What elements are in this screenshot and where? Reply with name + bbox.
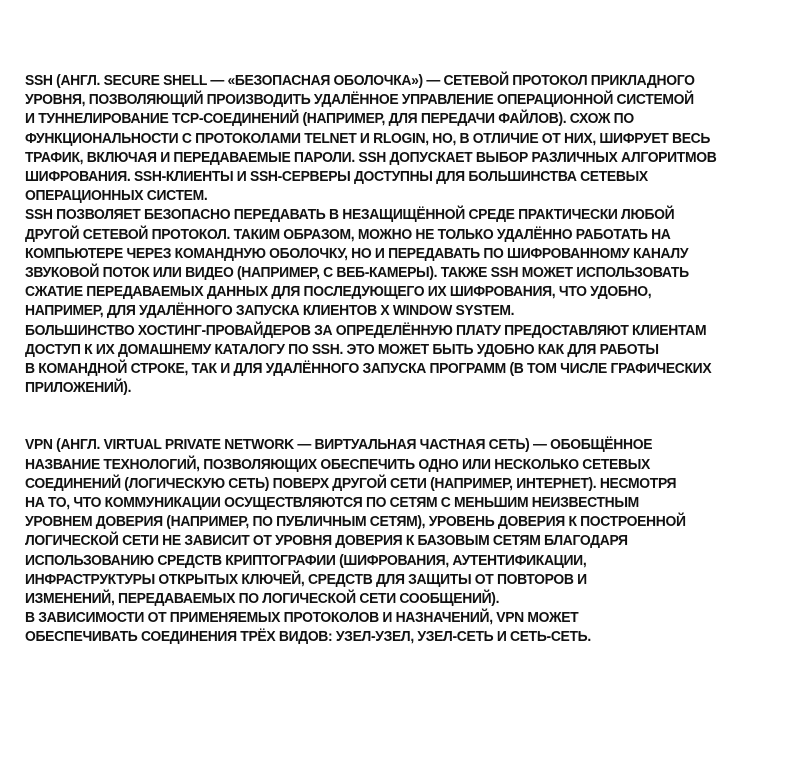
ssh-section	[25, 72, 755, 398]
ssh-definition-paragraph: SSH (АНГЛ. SECURE SHELL — «БЕЗОПАСНАЯ ОБОЛОЧКА») — СЕТЕВОЙ ПРОТОКОЛ ПРИКЛАДНОГО УРОВНЯ, ПОЗВОЛЯЮЩИЙ ПРОИЗВОДИТЬ УДАЛЁННОЕ УПРАВЛЕНИЕ ОПЕРАЦИОННОЙ СИСТЕМОЙ И ТУННЕЛИРОВАНИЕ TCP-СОЕДИНЕНИЙ (НАПРИМЕР, ДЛЯ ПЕРЕДАЧИ ФАЙЛОВ). СХОЖ ПО ФУНКЦИОНАЛЬНОСТИ С ПРОТОКОЛАМИ TELNET И RLOGIN, НО, В ОТЛИЧИЕ ОТ НИХ, ШИФРУЕТ ВЕСЬ ТРАФИК, ВКЛЮЧАЯ И ПЕРЕДАВАЕМЫЕ ПАРОЛИ. SSH ДОПУСКАЕТ ВЫБОР РАЗЛИЧНЫХ АЛГОРИТМОВ ШИФРОВАНИЯ. SSH-КЛИЕНТЫ И SSH-СЕРВЕРЫ ДОСТУПНЫ ДЛЯ БОЛЬШИНСТВА СЕТЕВЫХ ОПЕРАЦИОННЫХ СИСТЕМ.	[25, 73, 717, 205]
vpn-section	[25, 436, 755, 647]
vpn-connection-types-paragraph: В ЗАВИСИМОСТИ ОТ ПРИМЕНЯЕМЫХ ПРОТОКОЛОВ И НАЗНАЧЕНИЙ, VPN МОЖЕТ ОБЕСПЕЧИВАТЬ СОЕДИНЕНИЯ ТРЁХ ВИДОВ: УЗЕЛ-УЗЕЛ, УЗЕЛ-СЕТЬ И СЕТЬ-СЕТЬ.	[25, 610, 591, 646]
document-body	[25, 72, 755, 648]
ssh-capabilities-paragraph: SSH ПОЗВОЛЯЕТ БЕЗОПАСНО ПЕРЕДАВАТЬ В НЕЗАЩИЩЁННОЙ СРЕДЕ ПРАКТИЧЕСКИ ЛЮБОЙ ДРУГОЙ СЕТЕВОЙ ПРОТОКОЛ. ТАКИМ ОБРАЗОМ, МОЖНО НЕ ТОЛЬКО УДАЛЁННО РАБОТАТЬ НА КОМПЬЮТЕРЕ ЧЕРЕЗ КОМАНДНУЮ ОБОЛОЧКУ, НО И ПЕРЕДАВАТЬ ПО ШИФРОВАННОМУ КАНАЛУ ЗВУКОВОЙ ПОТОК ИЛИ ВИДЕО (НАПРИМЕР, С ВЕБ-КАМЕРЫ). ТАКЖЕ SSH МОЖЕТ ИСПОЛЬЗОВАТЬ СЖАТИЕ ПЕРЕДАВАЕМЫХ ДАННЫХ ДЛЯ ПОСЛЕДУЮЩЕГО ИХ ШИФРОВАНИЯ, ЧТО УДОБНО, НАПРИМЕР, ДЛЯ УДАЛЁННОГО ЗАПУСКА КЛИЕНТОВ X WINDOW SYSTEM.	[25, 207, 689, 320]
vpn-definition-paragraph: VPN (АНГЛ. VIRTUAL PRIVATE NETWORK — ВИРТУАЛЬНАЯ ЧАСТНАЯ СЕТЬ) — ОБОБЩЁННОЕ НАЗВАНИЕ ТЕХНОЛОГИЙ, ПОЗВОЛЯЮЩИХ ОБЕСПЕЧИТЬ ОДНО ИЛИ НЕСКОЛЬКО СЕТЕВЫХ СОЕДИНЕНИЙ (ЛОГИЧЕСКУЮ СЕТЬ) ПОВЕРХ ДРУГОЙ СЕТИ (НАПРИМЕР, ИНТЕРНЕТ). НЕСМОТРЯ НА ТО, ЧТО КОММУНИКАЦИИ ОСУЩЕСТВЛЯЮТСЯ ПО СЕТЯМ С МЕНЬШИМ НЕИЗВЕСТНЫМ УРОВНЕМ ДОВЕРИЯ (НАПРИМЕР, ПО ПУБЛИЧНЫМ СЕТЯМ), УРОВЕНЬ ДОВЕРИЯ К ПОСТРОЕННОЙ ЛОГИЧЕСКОЙ СЕТИ НЕ ЗАВИСИТ ОТ УРОВНЯ ДОВЕРИЯ К БАЗОВЫМ СЕТЯМ БЛАГОДАРЯ ИСПОЛЬЗОВАНИЮ СРЕДСТВ КРИПТОГРАФИИ (ШИФРОВАНИЯ, АУТЕНТИФИКАЦИИ, ИНФРАСТРУКТУРЫ ОТКРЫТЫХ КЛЮЧЕЙ, СРЕДСТВ ДЛЯ ЗАЩИТЫ ОТ ПОВТОРОВ И ИЗМЕНЕНИЙ, ПЕРЕДАВАЕМЫХ ПО ЛОГИЧЕСКОЙ СЕТИ СООБЩЕНИЙ).	[25, 437, 686, 608]
ssh-hosting-paragraph: БОЛЬШИНСТВО ХОСТИНГ-ПРОВАЙДЕРОВ ЗА ОПРЕДЕЛЁННУЮ ПЛАТУ ПРЕДОСТАВЛЯЮТ КЛИЕНТАМ ДОСТУП К ИХ ДОМАШНЕМУ КАТАЛОГУ ПО SSH. ЭТО МОЖЕТ БЫТЬ УДОБНО КАК ДЛЯ РАБОТЫ В КОМАНДНОЙ СТРОКЕ, ТАК И ДЛЯ УДАЛЁННОГО ЗАПУСКА ПРОГРАММ (В ТОМ ЧИСЛЕ ГРАФИЧЕСКИХ ПРИЛОЖЕНИЙ).	[25, 322, 712, 397]
